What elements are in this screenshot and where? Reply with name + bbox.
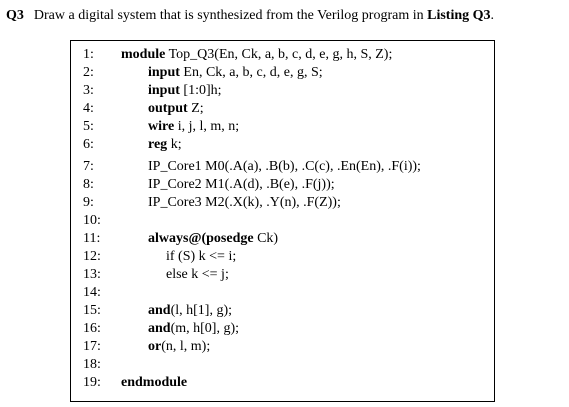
- line-code: [148, 119, 239, 135]
- code-keyword: endmodule: [121, 375, 188, 390]
- code-keyword: input: [148, 83, 180, 98]
- code-text: IP_Core2 M1(.A(d), .B(e), .F(j));: [148, 177, 335, 192]
- line-code: [148, 231, 278, 247]
- code-keyword: input: [148, 65, 180, 80]
- line-code: [148, 83, 222, 99]
- code-text: Ck): [253, 231, 279, 246]
- code-text: En, Ck, a, b, c, d, e, g, S;: [179, 65, 323, 80]
- line-number: 13:: [83, 267, 101, 282]
- line-code: [148, 303, 232, 319]
- code-text: k;: [167, 137, 182, 152]
- line-code: [148, 65, 323, 81]
- code-keyword: module: [121, 47, 166, 62]
- line-code: [121, 47, 392, 63]
- code-keyword: posedge: [206, 231, 254, 246]
- code-keyword: reg: [148, 137, 168, 152]
- line-code: [166, 267, 229, 283]
- question-text: Draw a digital system that is synthesized from the Verilog program in: [33, 8, 424, 23]
- line-number: 1:: [83, 47, 94, 62]
- line-number: 16:: [83, 321, 101, 336]
- line-number: 8:: [83, 177, 94, 192]
- code-text: (l, h[1], g);: [170, 303, 233, 318]
- code-text: IP_Core3 M2(.X(k), .Y(n), .F(Z));: [148, 195, 341, 210]
- line-code: [148, 339, 210, 355]
- line-number: 6:: [83, 137, 94, 152]
- line-number: 9:: [83, 195, 94, 210]
- line-code: [148, 101, 204, 117]
- line-number: 2:: [83, 65, 94, 80]
- line-number: 5:: [83, 119, 94, 134]
- code-keyword: wire: [148, 119, 175, 134]
- line-code: [148, 177, 335, 193]
- line-number: 7:: [83, 159, 94, 174]
- code-keyword: output: [148, 101, 188, 116]
- code-text: (m, h[0], g);: [170, 321, 240, 336]
- line-code: [148, 321, 239, 337]
- code-text: IP_Core1 M0(.A(a), .B(b), .C(c), .En(En), .F(i));: [148, 159, 421, 174]
- code-text: Top_Q3(En, Ck, a, b, c, d, e, g, h, S, Z);: [165, 47, 393, 62]
- question-prompt: [6, 8, 494, 24]
- line-number: 17:: [83, 339, 101, 354]
- code-listing-box: [70, 40, 495, 402]
- line-code: [148, 195, 341, 211]
- line-number: 10:: [83, 213, 101, 228]
- code-keyword: and: [148, 321, 171, 336]
- line-number: 12:: [83, 249, 101, 264]
- code-text: Z;: [187, 101, 204, 116]
- line-number: 4:: [83, 101, 94, 116]
- question-number: Q3: [6, 8, 24, 23]
- code-keyword: or: [148, 339, 162, 354]
- code-text: [1:0]h;: [179, 83, 222, 98]
- line-number: 14:: [83, 285, 101, 300]
- code-text: else k <= j;: [166, 267, 229, 282]
- line-code: [148, 137, 182, 153]
- line-code: [121, 375, 187, 391]
- code-text: i, j, l, m, n;: [174, 119, 240, 134]
- code-text: (n, l, m);: [161, 339, 211, 354]
- question-end-punctuation: .: [490, 8, 495, 23]
- line-number: 18:: [83, 357, 101, 372]
- code-keyword: and: [148, 303, 171, 318]
- code-keyword: always@(: [148, 231, 207, 246]
- line-number: 3:: [83, 83, 94, 98]
- code-text: if (S) k <= i;: [166, 249, 237, 264]
- line-code: [166, 249, 236, 265]
- line-number: 19:: [83, 375, 101, 390]
- listing-reference: Listing Q3: [427, 8, 491, 23]
- line-number: 11:: [83, 231, 101, 246]
- line-number: 15:: [83, 303, 101, 318]
- line-code: [148, 159, 421, 175]
